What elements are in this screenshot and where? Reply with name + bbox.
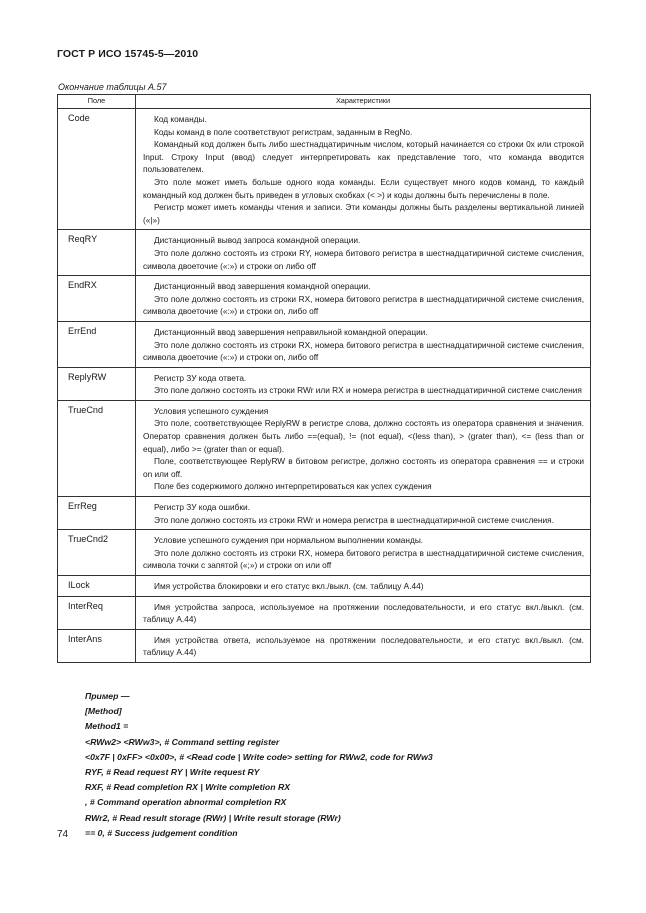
description-paragraph: Имя устройства ответа, используемое на протяжении последовательности, и его статус вкл./выкл. (см. таблицу А.44) [143, 634, 584, 658]
table-row [58, 497, 591, 530]
field-name-cell: ReqRY [58, 230, 136, 276]
description-paragraph: Условия успешного суждения [154, 405, 269, 416]
field-description-cell [136, 629, 591, 662]
description-paragraph: Код команды. [154, 114, 207, 124]
field-name-cell: Code [58, 109, 136, 230]
table-row [58, 276, 591, 322]
field-description-cell [136, 276, 591, 322]
description-paragraph: Это поле, соответствующее ReplyRW в регистре слова, должно состоять из оператора сравнения и значения. Оператор сравнения должен быть либо ==(equal), != (not equal), <(less than), > (grater than), <= (less than or equal), либо >= (grater than or equal). [143, 418, 584, 454]
description-paragraph: Регистр ЗУ кода ошибки. [154, 502, 250, 513]
table-row [58, 596, 591, 629]
field-description-cell [136, 530, 591, 576]
field-name-cell: ErrEnd [58, 321, 136, 367]
description-paragraph: Коды команд в поле соответствуют регистрам, заданным в RegNo. [154, 126, 413, 137]
field-name-cell: InterAns [58, 629, 136, 662]
description-paragraph: Это поле должно состоять из строки RWr или RX и номера регистра в шестнадцатиричной системе счисления [154, 385, 582, 396]
description-paragraph: Это поле может иметь больше одного кода команды. Если существует много кодов команд, то каждый командный код должен быть приведен в угловых скобках (< >) и коды должны быть перечислены в поле. [143, 176, 584, 200]
description-paragraph: Это поле должно состоять из строки RX, номера битового регистра в шестнадцатиричной системе счисления, символа двоеточие («:») и строки on, либо off [143, 339, 584, 363]
field-description-cell [136, 576, 591, 597]
field-name-cell: ReplyRW [58, 367, 136, 400]
description-paragraph: Поле без содержимого должно интерпретироваться как успех суждения [154, 481, 432, 492]
table-row [58, 629, 591, 662]
description-paragraph: Командный код должен быть либо шестнадцатиричным числом, который начинается со строки 0x или строкой Input. Строку Input (ввод) следует интерпретировать как представление того, что команда вводится пользователем. [143, 139, 584, 175]
table-caption: Окончание таблицы А.57 [58, 82, 167, 92]
description-paragraph: Это поле должно состоять из строки RX, номера битового регистра в шестнадцатиричной системе счисления, символа двоеточие («:») и строки on, либо off [143, 293, 584, 317]
example-title: Пример — [85, 691, 130, 701]
description-paragraph: Это поле должно состоять из строки RWr и номера регистра в шестнадцатиричной системе счисления. [154, 514, 554, 525]
example-line: RXF, # Read completion RX | Write completion RX [85, 782, 291, 793]
description-paragraph: Дистанционный ввод завершения командной операции. [154, 281, 371, 292]
field-description-cell [136, 497, 591, 530]
field-name-cell: ILock [58, 576, 136, 597]
table-row [58, 230, 591, 276]
spec-table [57, 94, 591, 663]
column-header-field: Поле [58, 95, 136, 109]
description-paragraph: Это поле должно состоять из строки RY, номера битового регистра в шестнадцатиричной системе счисления, символа двоеточие («:») и строки on либо off [143, 247, 584, 271]
example-line: RYF, # Read request RY | Write request RY [85, 767, 260, 778]
table-row [58, 530, 591, 576]
field-description-cell [136, 109, 591, 230]
page-number: 74 [57, 829, 69, 840]
description-paragraph: Дистанционный вывод запроса командной операции. [154, 235, 361, 246]
example-line: Method1 = [85, 721, 129, 732]
column-header-characteristics: Характеристики [136, 95, 591, 109]
example-line: <0x7F | 0xFF> <0x00>, # <Read code | Write code> setting for RWw2, code for RWw3 [85, 751, 433, 762]
document-header: ГОСТ Р ИСО 15745-5—2010 [57, 48, 199, 60]
field-name-cell: ErrReg [58, 497, 136, 530]
description-paragraph: Условие успешного суждения при нормальном выполнении команды. [154, 535, 424, 546]
table-row [58, 321, 591, 367]
description-paragraph: Регистр ЗУ кода ответа. [154, 372, 247, 383]
description-paragraph: Имя устройства блокировки и его статус вкл./выкл. (см. таблицу А.44) [154, 581, 424, 591]
description-paragraph: Имя устройства запроса, используемое на протяжении последовательности, и его статус вкл./выкл. (см. таблицу А.44) [143, 601, 584, 625]
example-line: <RWw2> <RWw3>, # Command setting register [85, 736, 280, 747]
example-line: == 0, # Success judgement condition [85, 827, 238, 838]
field-description-cell [136, 596, 591, 629]
description-paragraph: Поле, соответствующее ReplyRW в битовом регистре, должно состоять из оператора сравнения == и строки on или off. [143, 456, 584, 479]
table-row [58, 400, 591, 496]
example-line: , # Command operation abnormal completion RX [85, 797, 287, 808]
description-paragraph: Это поле должно состоять из строки RX, номера битового регистра в шестнадцатиричной системе счисления, символа точки с запятой («;») и строки on или off [143, 547, 584, 571]
table-row [58, 576, 591, 597]
field-name-cell: EndRX [58, 276, 136, 322]
description-paragraph: Дистанционный ввод завершения неправильной командной операции. [154, 326, 428, 337]
field-name-cell: TrueCnd2 [58, 530, 136, 576]
field-name-cell: TrueCnd [58, 400, 136, 496]
field-description-cell [136, 400, 591, 496]
table-row [58, 109, 591, 230]
example-line: [Method] [85, 706, 122, 717]
table-header-row [58, 95, 591, 109]
field-description-cell [136, 367, 591, 400]
field-name-cell: InterReq [58, 596, 136, 629]
field-description-cell [136, 230, 591, 276]
description-paragraph: Регистр может иметь команды чтения и записи. Эти команды должны быть разделены вертикальной линией («|») [143, 202, 584, 225]
example-block [85, 689, 433, 841]
field-description-cell [136, 321, 591, 367]
table-row [58, 367, 591, 400]
example-line: RWr2, # Read result storage (RWr) | Write result storage (RWr) [85, 812, 341, 823]
